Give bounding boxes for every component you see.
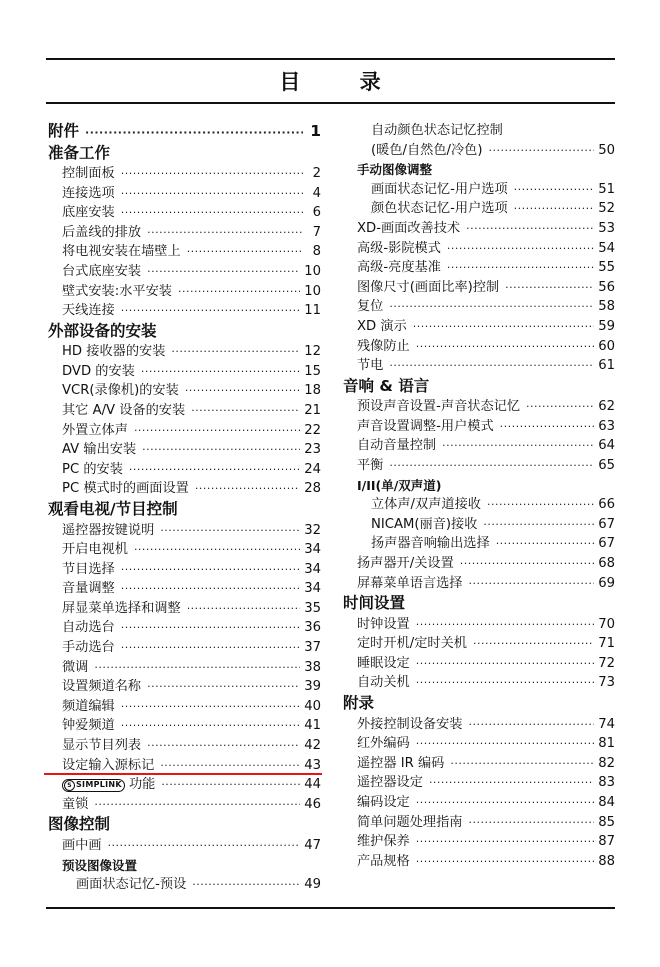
toc-entry-label: 设置频道名称 [62,679,142,695]
dot-leader [489,141,595,161]
toc-entry-label: 声音设置调整-用户模式 [357,418,494,434]
toc-entry-label: HD 接收器的安装 [62,344,166,360]
toc-entry-label: 外部设备的安装 [48,321,157,340]
toc-page-number: 42 [304,738,321,754]
toc-page-number: 34 [304,542,321,558]
toc-page-number: 2 [312,166,321,181]
dot-leader [121,203,303,223]
dot-leader [473,634,594,654]
toc-section-heading[interactable] [48,121,321,143]
toc-page-number: 37 [304,640,321,656]
toc-entry[interactable] [48,421,321,441]
toc-entry-label: 开启电视机 [62,542,128,558]
toc-entry-label: 维护保养 [357,834,410,850]
toc-entry-label: 设定输入源标记 [62,757,155,773]
toc-entry[interactable] [48,440,321,460]
toc-entry[interactable] [48,262,321,282]
dot-leader [129,460,300,480]
toc-right-column [343,121,615,871]
dot-leader [483,515,594,535]
toc-page-number: 52 [598,201,615,217]
dot-leader [121,560,300,580]
toc-page-number: 87 [598,834,615,850]
toc-page-number: 4 [312,185,321,201]
dot-leader [121,184,303,204]
dot-leader [487,495,594,515]
toc-entry-label: 将电视安装在墙壁上 [62,244,181,260]
toc-section-heading [343,693,615,715]
dot-leader [416,734,594,754]
toc-page-number: 47 [304,837,321,853]
dot-leader [147,223,303,243]
toc-section-heading [343,593,615,615]
toc-entry[interactable] [343,356,615,376]
toc-page-number: 74 [598,716,615,732]
toc-entry-label: 时间设置 [343,594,406,613]
toc-entry[interactable] [48,223,321,243]
toc-page-number: 46 [304,796,321,812]
dot-leader [416,337,594,357]
toc-entry-label: PC 的安装 [62,461,123,477]
toc-page-number: 23 [304,442,321,458]
toc-page-number: 65 [598,458,615,473]
dot-leader [416,654,594,674]
toc-entry-label: 天线连接 [62,303,115,319]
toc-entry[interactable] [343,715,615,735]
toc-entry[interactable] [343,436,615,456]
toc-entry-label: 简单问题处理指南 [357,814,463,830]
toc-page-number: 21 [304,403,321,419]
dot-leader [134,421,300,441]
toc-entry[interactable] [343,397,615,417]
toc-page-number: 35 [304,600,321,616]
toc-entry[interactable] [48,164,321,184]
toc-page-number: 32 [304,522,321,538]
toc-entry[interactable] [343,534,615,554]
dot-leader [447,239,594,259]
toc-entry-label: 准备工作 [48,143,111,162]
page-title: 目 录 [279,70,407,94]
toc-entry[interactable] [48,697,321,717]
toc-page-number: 68 [598,555,615,571]
toc-page-number: 61 [598,358,615,374]
dot-leader [195,479,300,499]
toc-entry[interactable] [343,832,615,852]
toc-entry[interactable] [48,599,321,619]
toc-entry[interactable] [48,381,321,401]
toc-entry-label: 自动音量控制 [357,438,437,454]
toc-entry-label: NICAM(丽音)接收 [371,516,478,532]
toc-page-number: 6 [312,205,321,221]
dot-leader [416,852,594,872]
toc-entry-label [62,775,155,795]
toc-page-number: 84 [598,794,615,810]
toc-entry-label: 图像控制 [48,815,111,834]
toc-page-number: 7 [312,224,321,240]
toc-page-number: 11 [304,303,321,319]
dot-leader [121,697,300,717]
toc-entry[interactable] [343,258,615,278]
toc-entry-label: 微调 [62,659,89,675]
toc-section-heading [48,499,321,521]
dot-leader [187,242,303,262]
toc-page-number: 81 [598,736,615,752]
dot-leader [466,219,594,239]
dot-leader [121,716,300,736]
toc-entry-label: 画中画 [62,837,102,853]
toc-entry[interactable] [343,793,615,813]
dot-leader [469,574,595,594]
toc-entry-label: 预设声音设置-声音状态记忆 [357,399,521,415]
dot-leader [94,795,300,815]
toc-entry-label: 扬声器音响输出选择 [371,536,490,552]
toc-entry[interactable] [343,852,615,872]
dot-leader [187,599,301,619]
toc-entry-label: 壁式安装:水平安装 [62,283,172,299]
toc-entry-label: 时钟设置 [357,616,410,632]
dot-leader [171,342,300,362]
toc-entry[interactable] [48,560,321,580]
bottom-rule [46,907,615,909]
toc-page-number: 71 [598,636,615,652]
toc-page-number: 18 [304,383,321,399]
toc-entry-label: 预设图像设置 [62,857,138,873]
toc-page-number: 22 [304,422,321,438]
toc-entry-label: 定时开机/定时关机 [357,636,467,652]
toc-entry-label: 屏显菜单选择和调整 [62,600,181,616]
toc-entry[interactable] [48,282,321,302]
dot-leader [526,397,594,417]
dot-leader [389,456,594,476]
dot-leader [141,362,300,382]
toc-entry[interactable] [48,184,321,204]
dot-leader [121,164,303,184]
toc-page-number: 85 [598,814,615,830]
toc-entry-label: 编码设定 [357,794,410,810]
toc-entry[interactable] [48,521,321,541]
toc-entry[interactable] [48,658,321,678]
dot-leader [185,381,300,401]
toc-entry-label: 观看电视/节目控制 [48,500,178,518]
toc-entry[interactable] [343,754,615,774]
toc-page-number: 67 [598,536,615,552]
toc-section-heading [48,321,321,343]
dot-leader [429,773,594,793]
toc-entry-label: 图像尺寸(画面比率)控制 [357,279,500,295]
toc-entry-label: AV 输出安装 [62,442,137,458]
toc-page-number: 53 [598,220,615,236]
toc-entry[interactable] [343,219,615,239]
toc-section-heading [343,376,615,398]
toc-entry[interactable] [48,875,321,895]
toc-page-number: 69 [598,575,615,591]
toc-page-number: 70 [598,616,615,632]
toc-entry[interactable] [343,317,615,337]
dot-leader [447,258,594,278]
dot-leader [108,836,301,856]
toc-page-number: 12 [304,344,321,360]
top-rule [46,58,615,60]
simplink-s-icon: S [64,780,75,791]
highlight-underline [44,773,322,775]
toc-page-number: 15 [304,363,321,379]
toc-entry-label: 画面状态记忆-预设 [76,877,187,893]
toc-entry-label: 自动颜色状态记忆控制 [371,123,503,138]
toc-entry[interactable] [343,456,615,476]
toc-entry-label: 红外编码 [357,736,410,752]
dot-leader [389,356,594,376]
toc-entry-label: 其它 A/V 设备的安装 [62,403,186,419]
toc-entry-label: 产品规格 [357,853,410,869]
toc-entry-label-text: 功能 [128,777,156,793]
dot-leader [134,540,300,560]
toc-entry-label: 后盖线的排放 [62,224,142,240]
dot-leader [469,715,595,735]
toc-entry[interactable] [48,836,321,856]
toc-entry[interactable] [343,574,615,594]
dot-leader [416,832,594,852]
toc-page-number: 24 [304,461,321,477]
dot-leader [416,673,594,693]
toc-page-number: 58 [598,299,615,315]
toc-entry [343,121,615,141]
toc-entry[interactable] [343,615,615,635]
dot-leader [121,618,300,638]
toc-page-number: 43 [304,757,321,773]
dot-leader [161,775,300,795]
toc-page-number: 82 [598,755,615,771]
toc-entry-label: 高级-亮度基准 [357,260,441,276]
toc-page-number: 73 [598,675,615,691]
toc-page-number: 49 [304,877,321,893]
toc-entry[interactable] [343,180,615,200]
toc-entry-label: 屏幕菜单语言选择 [357,575,463,591]
toc-subheading [48,856,321,876]
toc-left-column [48,121,321,895]
toc-entry[interactable] [48,579,321,599]
toc-page-number: 34 [304,581,321,597]
toc-entry[interactable] [343,199,615,219]
toc-entry-label: 童锁 [62,796,89,812]
dot-leader [121,638,300,658]
toc-subheading [343,476,615,496]
toc-page-number: 59 [598,318,615,334]
toc-entry-label: 节电 [357,358,384,374]
dot-leader [178,282,300,302]
dot-leader [514,199,595,219]
toc-entry-label: 遥控器按键说明 [62,522,155,538]
toc-entry-label: 频道编辑 [62,698,115,714]
toc-entry[interactable] [48,242,321,262]
dot-leader [442,436,594,456]
toc-page-number: 88 [598,853,615,869]
dot-leader [450,754,594,774]
toc-page-number: 67 [598,516,615,532]
toc-entry[interactable] [343,634,615,654]
toc-page-number: 38 [304,659,321,675]
toc-entry-label: 底座安装 [62,205,115,221]
toc-entry-label: 钟爱频道 [62,718,115,734]
dot-leader [85,122,303,144]
toc-entry-label: 复位 [357,299,384,315]
toc-page-number: 54 [598,240,615,256]
dot-leader [500,417,595,437]
simplink-logo-icon [62,779,125,792]
toc-page-number: 10 [304,283,321,299]
toc-entry-label: 画面状态记忆-用户选项 [371,181,508,197]
toc-entry[interactable] [343,417,615,437]
toc-page-number: 10 [304,263,321,279]
dot-leader [496,534,595,554]
toc-entry-label: 附件 [48,122,80,140]
toc-entry-label: 自动选台 [62,620,115,636]
dot-leader [121,301,300,321]
toc-entry[interactable] [343,278,615,298]
toc-entry-label: 扬声器开/关设置 [357,555,454,571]
toc-page-number: 1 [310,122,321,140]
toc-page-number: 63 [598,418,615,434]
toc-entry[interactable] [48,638,321,658]
dot-leader [416,615,594,635]
toc-entry-label: I/II(单/双声道) [357,477,442,493]
toc-page-number: 62 [598,399,615,415]
dot-leader [191,401,300,421]
toc-entry-label: 连接选项 [62,185,115,201]
toc-entry-label: 颜色状态记忆-用户选项 [371,201,508,217]
dot-leader [160,521,300,541]
toc-entry-label: 外置立体声 [62,422,128,438]
toc-entry[interactable] [48,540,321,560]
toc-entry-label: 立体声/双声道接收 [371,497,481,513]
toc-entry-label: DVD 的安装 [62,363,135,379]
toc-page-number: 28 [304,481,321,497]
toc-entry[interactable] [48,362,321,382]
toc-page-number: 83 [598,775,615,791]
dot-leader [121,579,300,599]
toc-entry[interactable] [48,618,321,638]
toc-entry[interactable] [343,773,615,793]
toc-page-number: 66 [598,497,615,513]
toc-entry-label: 音量调整 [62,581,115,597]
dot-leader [460,554,594,574]
toc-page-number: 40 [304,698,321,714]
dot-leader [413,317,594,337]
dot-leader [147,736,300,756]
toc-entry-label: XD 演示 [357,318,407,334]
toc-entry[interactable] [343,673,615,693]
toc-entry-label: 节目选择 [62,561,115,577]
toc-entry-label: 音响 & 语言 [343,376,430,395]
toc-page-number: 44 [304,777,321,793]
toc-page-number: 72 [598,655,615,671]
dot-leader [147,677,300,697]
toc-section-heading [48,143,321,165]
toc-page-number: 55 [598,260,615,276]
toc-entry[interactable] [48,401,321,421]
toc-entry-label: PC 模式时的画面设置 [62,481,189,497]
toc-entry[interactable] [343,515,615,535]
toc-page-number: 60 [598,338,615,354]
toc-entry[interactable] [343,239,615,259]
toc-entry[interactable] [48,677,321,697]
simplink-logo-text: SIMPLINK [76,780,122,790]
dot-leader [514,180,595,200]
toc-entry-label: XD-画面改善技术 [357,220,461,236]
dot-leader [94,658,300,678]
dot-leader [416,793,594,813]
toc-entry[interactable] [343,337,615,357]
toc-entry-label: 平衡 [357,458,384,473]
toc-entry[interactable] [343,813,615,833]
toc-entry-label: 遥控器设定 [357,775,423,791]
toc-entry-label: 台式底座安装 [62,263,142,279]
toc-entry[interactable] [48,716,321,736]
toc-entry[interactable] [48,301,321,321]
toc-entry-label: 遥控器 IR 编码 [357,755,445,771]
title-rule [46,102,615,104]
toc-section-heading [48,814,321,836]
toc-page-number: 41 [304,718,321,734]
toc-entry-label: 睡眠设定 [357,655,410,671]
toc-entry-label: (暖色/自然色/冷色) [371,142,483,158]
toc-entry[interactable] [48,736,321,756]
toc-entry-label: 自动关机 [357,675,410,691]
toc-page-number: 51 [598,181,615,197]
dot-leader [142,440,300,460]
toc-entry-label: 外接控制设备安装 [357,716,463,732]
toc-entry[interactable] [48,203,321,223]
toc-entry-label: 手动图像调整 [357,162,433,178]
toc-page-number: 50 [598,142,615,158]
dot-leader [192,875,300,895]
toc-entry-label: 残像防止 [357,338,410,354]
toc-page-number: 39 [304,679,321,695]
toc-page-number: 8 [312,244,321,260]
dot-leader [389,297,594,317]
toc-entry[interactable] [343,141,615,161]
toc-entry[interactable] [48,795,321,815]
toc-entry[interactable] [343,495,615,515]
toc-entry[interactable] [48,775,321,795]
toc-entry[interactable] [343,554,615,574]
toc-entry[interactable] [343,734,615,754]
toc-page-number: 36 [304,620,321,636]
toc-entry-label: 手动选台 [62,640,115,656]
toc-entry[interactable] [343,654,615,674]
toc-entry[interactable] [48,460,321,480]
toc-page-number: 34 [304,561,321,577]
toc-page-number: 56 [598,279,615,295]
dot-leader [147,262,300,282]
dot-leader [505,278,594,298]
toc-entry[interactable] [48,342,321,362]
toc-entry-label: 高级-影院模式 [357,240,441,256]
toc-page-number: 64 [598,438,615,454]
toc-entry[interactable] [48,479,321,499]
toc-entry-label: 附录 [343,694,375,713]
toc-subheading [343,160,615,180]
toc-entry[interactable] [343,297,615,317]
toc-entry-label: 显示节目列表 [62,738,142,754]
toc-entry-label: VCR(录像机)的安装 [62,383,179,399]
dot-leader [469,813,595,833]
toc-entry-label: 控制面板 [62,166,115,181]
